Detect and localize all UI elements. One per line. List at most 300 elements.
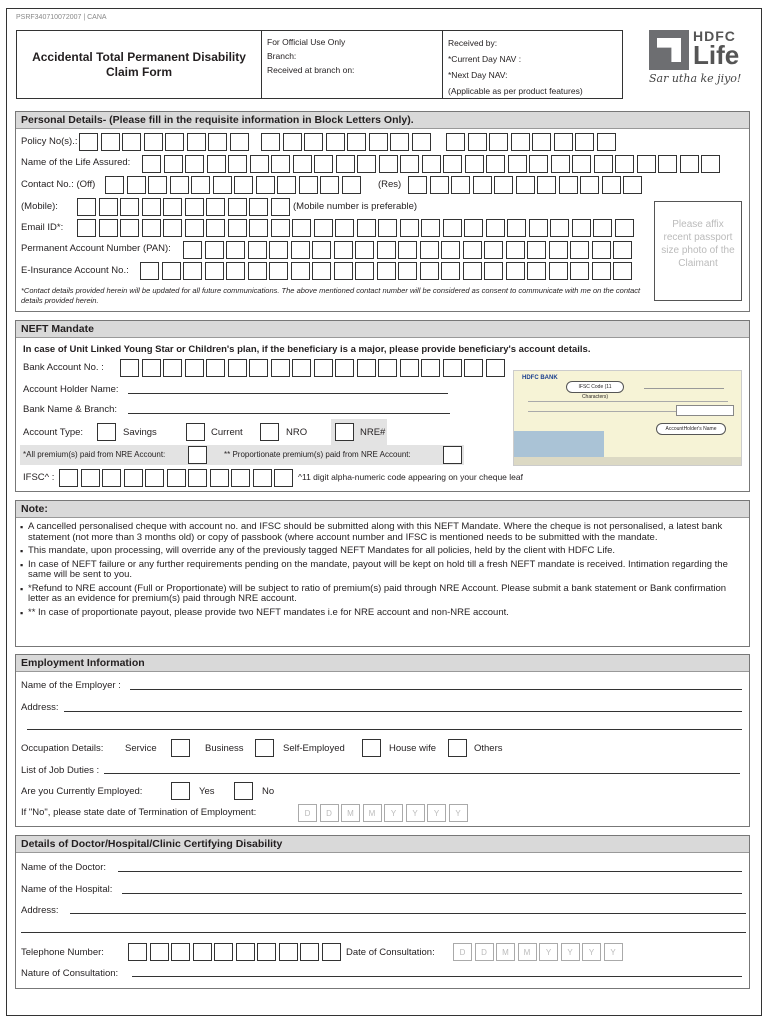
char-box[interactable] [335, 359, 354, 377]
char-box[interactable] [293, 155, 312, 173]
char-box[interactable] [443, 359, 462, 377]
char-box[interactable] [188, 469, 207, 487]
date-month-box[interactable]: M [363, 804, 382, 822]
char-box[interactable] [593, 219, 612, 237]
contact-res-input[interactable] [408, 176, 645, 194]
char-box[interactable] [248, 262, 267, 280]
neft-heading: NEFT Mandate [16, 321, 749, 338]
logo-tagline: Sar utha ke jiyo! [649, 72, 742, 85]
note-item: ▪ *Refund to NRE account (Full or Proportionate) will be subject to ratio of premium(s) paid through NRE Account. Please submit a bank statement or Bank confirmation letter as an evidence for premium(s) paid through NRE account. [28, 584, 743, 605]
bank-account-input[interactable] [120, 359, 507, 377]
char-box[interactable] [430, 176, 449, 194]
job-duties-label: List of Job Duties : [21, 765, 100, 776]
char-box[interactable] [191, 176, 210, 194]
char-box[interactable] [443, 219, 462, 237]
char-box[interactable] [420, 241, 439, 259]
service-checkbox[interactable] [171, 739, 190, 757]
char-box[interactable] [205, 262, 224, 280]
char-box[interactable] [532, 133, 551, 151]
char-box[interactable] [412, 133, 431, 151]
telephone-input[interactable] [128, 943, 343, 961]
char-box[interactable] [312, 262, 331, 280]
char-box[interactable] [261, 133, 280, 151]
char-box[interactable] [277, 176, 296, 194]
nro-label: NRO [286, 427, 308, 438]
char-box[interactable] [271, 219, 290, 237]
date-day-box[interactable]: D [298, 804, 317, 822]
char-box[interactable] [226, 262, 245, 280]
employer-input[interactable] [130, 689, 742, 690]
char-box[interactable] [527, 262, 546, 280]
char-box[interactable] [102, 469, 121, 487]
policy-input-3[interactable] [446, 133, 618, 151]
char-box[interactable] [390, 133, 409, 151]
char-box[interactable] [142, 155, 161, 173]
char-box[interactable] [334, 262, 353, 280]
char-box[interactable] [163, 219, 182, 237]
char-box[interactable] [283, 133, 302, 151]
char-box[interactable] [320, 176, 339, 194]
form-title [17, 31, 262, 98]
note-item: ▪ In case of NEFT failure or any further requirements pending on the mandate, payout will be kept on hold till a fresh NEFT mandate is received. Intimation regarding the same will be sent to you. [28, 560, 743, 581]
char-box[interactable] [529, 155, 548, 173]
date-year-box[interactable]: Y [449, 804, 468, 822]
occupation-label: Occupation Details: [21, 743, 104, 754]
char-box[interactable] [658, 155, 677, 173]
char-box[interactable] [489, 133, 508, 151]
char-box[interactable] [463, 262, 482, 280]
char-box[interactable] [214, 943, 233, 961]
char-box[interactable] [256, 176, 275, 194]
char-box[interactable] [142, 359, 161, 377]
char-box[interactable] [185, 359, 204, 377]
char-box[interactable] [357, 155, 376, 173]
doctor-address-input[interactable] [70, 913, 746, 914]
char-box[interactable] [140, 262, 159, 280]
char-box[interactable] [248, 241, 267, 259]
employment-address-label: Address: [21, 702, 59, 713]
business-checkbox[interactable] [255, 739, 274, 757]
char-box[interactable] [163, 198, 182, 216]
ifsc-input[interactable] [59, 469, 296, 487]
char-box[interactable] [446, 133, 465, 151]
char-box[interactable] [269, 241, 288, 259]
char-box[interactable] [230, 133, 249, 151]
char-box[interactable] [377, 241, 396, 259]
char-box[interactable] [443, 155, 462, 173]
char-box[interactable] [314, 155, 333, 173]
char-box[interactable] [249, 219, 268, 237]
char-box[interactable] [529, 219, 548, 237]
savings-checkbox[interactable] [97, 423, 116, 441]
char-box[interactable] [274, 469, 293, 487]
nre-label: NRE# [360, 427, 386, 438]
self-employed-checkbox[interactable] [362, 739, 381, 757]
char-box[interactable] [580, 176, 599, 194]
date-month-box[interactable]: M [496, 943, 515, 961]
mobile-input[interactable] [77, 198, 292, 216]
char-box[interactable] [249, 198, 268, 216]
char-box[interactable] [572, 219, 591, 237]
employer-label: Name of the Employer : [21, 680, 121, 691]
consultation-nature-label: Nature of Consultation: [21, 968, 119, 979]
char-box[interactable] [463, 241, 482, 259]
char-box[interactable] [291, 241, 310, 259]
char-box[interactable] [680, 155, 699, 173]
char-box[interactable] [299, 176, 318, 194]
char-box[interactable] [228, 219, 247, 237]
char-box[interactable] [226, 241, 245, 259]
date-year-box[interactable]: Y [406, 804, 425, 822]
char-box[interactable] [615, 219, 634, 237]
char-box[interactable] [128, 943, 147, 961]
char-box[interactable] [701, 155, 720, 173]
received-by-label: Received by: [448, 38, 498, 48]
char-box[interactable] [77, 198, 96, 216]
char-box[interactable] [507, 219, 526, 237]
char-box[interactable] [554, 133, 573, 151]
yes-label: Yes [199, 786, 215, 797]
char-box[interactable] [422, 155, 441, 173]
contact-off-input[interactable] [105, 176, 363, 194]
name-input[interactable] [142, 155, 723, 173]
char-box[interactable] [486, 155, 505, 173]
char-box[interactable] [613, 241, 632, 259]
char-box[interactable] [292, 359, 311, 377]
employment-section [15, 654, 750, 827]
char-box[interactable] [559, 176, 578, 194]
char-box[interactable] [355, 262, 374, 280]
date-year-box[interactable]: Y [604, 943, 623, 961]
char-box[interactable] [377, 262, 396, 280]
char-box[interactable] [441, 241, 460, 259]
termination-date-input[interactable] [298, 804, 470, 822]
neft-intro: In case of Unit Linked Young Star or Children's plan, if the beneficiary is a major, please provide beneficiary's account details. [23, 344, 591, 355]
char-box[interactable] [486, 219, 505, 237]
doctor-name-input[interactable] [118, 871, 742, 872]
consultation-date-label: Date of Consultation: [346, 947, 435, 958]
char-box[interactable] [408, 176, 427, 194]
consultation-date-input[interactable] [453, 943, 625, 961]
branch-label: Branch: [267, 51, 297, 61]
char-box[interactable] [369, 133, 388, 151]
char-box[interactable] [81, 469, 100, 487]
char-box[interactable] [185, 198, 204, 216]
termination-date-label: If "No", please state date of Termination of Employment: [21, 807, 257, 818]
sample-cheque-image [513, 370, 742, 466]
next-nav-label: *Next Day NAV: [448, 70, 508, 80]
char-box[interactable] [271, 359, 290, 377]
contact-res-label: (Res) [378, 179, 402, 190]
all-nre-checkbox[interactable] [188, 446, 207, 464]
current-checkbox[interactable] [186, 423, 205, 441]
char-box[interactable] [637, 155, 656, 173]
account-holder-input[interactable] [128, 393, 448, 394]
char-box[interactable] [314, 359, 333, 377]
char-box[interactable] [208, 133, 227, 151]
char-box[interactable] [124, 469, 143, 487]
char-box[interactable] [494, 176, 513, 194]
date-month-box[interactable]: M [341, 804, 360, 822]
char-box[interactable] [592, 262, 611, 280]
char-box[interactable] [120, 359, 139, 377]
char-box[interactable] [400, 219, 419, 237]
char-box[interactable] [193, 943, 212, 961]
consultation-nature-input[interactable] [132, 976, 742, 977]
char-box[interactable] [357, 219, 376, 237]
char-box[interactable] [250, 155, 269, 173]
cheque-date-line [644, 379, 724, 389]
char-box[interactable] [464, 359, 483, 377]
char-box[interactable] [253, 469, 272, 487]
others-label: Others [474, 743, 503, 754]
char-box[interactable] [468, 133, 487, 151]
char-box[interactable] [59, 469, 78, 487]
char-box[interactable] [183, 241, 202, 259]
char-box[interactable] [185, 219, 204, 237]
char-box[interactable] [279, 943, 298, 961]
char-box[interactable] [484, 262, 503, 280]
char-box[interactable] [400, 359, 419, 377]
einsurance-input[interactable] [140, 262, 635, 280]
bank-branch-input[interactable] [128, 413, 450, 414]
char-box[interactable] [79, 133, 98, 151]
official-use-box [262, 31, 443, 98]
char-box[interactable] [234, 176, 253, 194]
char-box[interactable] [120, 198, 139, 216]
nro-checkbox[interactable] [260, 423, 279, 441]
char-box[interactable] [527, 241, 546, 259]
char-box[interactable] [549, 262, 568, 280]
char-box[interactable] [162, 262, 181, 280]
housewife-checkbox[interactable] [448, 739, 467, 757]
char-box[interactable] [570, 241, 589, 259]
char-box[interactable] [171, 943, 190, 961]
nre-checkbox[interactable] [335, 423, 354, 441]
char-box[interactable] [322, 943, 341, 961]
name-label: Name of the Life Assured: [21, 157, 131, 168]
employment-address-input[interactable] [64, 711, 742, 712]
char-box[interactable] [77, 219, 96, 237]
char-box[interactable] [400, 155, 419, 173]
date-month-box[interactable]: M [518, 943, 537, 961]
char-box[interactable] [597, 133, 616, 151]
doctor-address-input-2[interactable] [21, 932, 746, 933]
char-box[interactable] [421, 219, 440, 237]
doctor-section [15, 835, 750, 989]
char-box[interactable] [594, 155, 613, 173]
email-input[interactable] [77, 219, 636, 237]
char-box[interactable] [511, 133, 530, 151]
pan-label: Permanent Account Number (PAN): [21, 243, 171, 254]
char-box[interactable] [551, 155, 570, 173]
char-box[interactable] [206, 359, 225, 377]
char-box[interactable] [148, 176, 167, 194]
char-box[interactable] [120, 219, 139, 237]
char-box[interactable] [312, 241, 331, 259]
char-box[interactable] [342, 176, 361, 194]
date-year-box[interactable]: Y [561, 943, 580, 961]
document-code: PSRF340710072007 | CANA [16, 14, 107, 21]
char-box[interactable] [347, 133, 366, 151]
char-box[interactable] [213, 176, 232, 194]
char-box[interactable] [206, 198, 225, 216]
char-box[interactable] [144, 133, 163, 151]
char-box[interactable] [378, 359, 397, 377]
char-box[interactable] [185, 155, 204, 173]
char-box[interactable] [421, 359, 440, 377]
employed-no-checkbox[interactable] [234, 782, 253, 800]
char-box[interactable] [142, 198, 161, 216]
char-box[interactable] [570, 262, 589, 280]
date-day-box[interactable]: D [475, 943, 494, 961]
char-box[interactable] [271, 198, 290, 216]
form-title-line1: Accidental Total Permanent Disability [32, 49, 246, 64]
employed-yes-checkbox[interactable] [171, 782, 190, 800]
char-box[interactable] [465, 155, 484, 173]
char-box[interactable] [99, 219, 118, 237]
char-box[interactable] [150, 943, 169, 961]
char-box[interactable] [187, 133, 206, 151]
contact-off-label: Contact No.: (Off) [21, 179, 96, 190]
form-header [16, 30, 623, 99]
hdfc-life-logo [649, 28, 749, 88]
char-box[interactable] [451, 176, 470, 194]
prop-nre-checkbox[interactable] [443, 446, 462, 464]
logo-brand-text: HDFC [693, 28, 736, 44]
note-list [16, 518, 749, 618]
char-box[interactable] [167, 469, 186, 487]
char-box[interactable] [335, 219, 354, 237]
char-box[interactable] [300, 943, 319, 961]
char-box[interactable] [441, 262, 460, 280]
date-day-box[interactable]: D [453, 943, 472, 961]
char-box[interactable] [142, 219, 161, 237]
char-box[interactable] [484, 241, 503, 259]
char-box[interactable] [549, 241, 568, 259]
date-year-box[interactable]: Y [539, 943, 558, 961]
char-box[interactable] [336, 155, 355, 173]
char-box[interactable] [271, 155, 290, 173]
char-box[interactable] [326, 133, 345, 151]
cheque-micr-strip [514, 457, 742, 466]
date-year-box[interactable]: Y [384, 804, 403, 822]
personal-details-heading: Personal Details- (Please fill in the requisite information in Block Letters Only). [16, 112, 749, 129]
char-box[interactable] [508, 155, 527, 173]
cheque-ifsc-callout: IFSC Code (11 Characters) [566, 381, 624, 393]
char-box[interactable] [105, 176, 124, 194]
char-box[interactable] [249, 359, 268, 377]
char-box[interactable] [537, 176, 556, 194]
form-title-line2: Claim Form [105, 64, 172, 79]
hospital-name-input[interactable] [122, 893, 742, 894]
doctor-name-label: Name of the Doctor: [21, 862, 107, 873]
char-box[interactable] [228, 198, 247, 216]
char-box[interactable] [127, 176, 146, 194]
account-type-label: Account Type: [23, 427, 84, 438]
einsurance-label: E-Insurance Account No.: [21, 265, 129, 276]
char-box[interactable] [420, 262, 439, 280]
char-box[interactable] [163, 359, 182, 377]
note-heading: Note: [16, 501, 749, 518]
char-box[interactable] [378, 219, 397, 237]
date-day-box[interactable]: D [320, 804, 339, 822]
char-box[interactable] [164, 155, 183, 173]
char-box[interactable] [269, 262, 288, 280]
char-box[interactable] [464, 219, 483, 237]
mobile-label: (Mobile): [21, 201, 58, 212]
char-box[interactable] [170, 176, 189, 194]
char-box[interactable] [304, 133, 323, 151]
employment-address-input-2[interactable] [27, 729, 742, 730]
char-box[interactable] [572, 155, 591, 173]
char-box[interactable] [291, 262, 310, 280]
char-box[interactable] [506, 241, 525, 259]
photo-placeholder[interactable]: Please affix recent passport size photo of the Claimant [654, 201, 742, 301]
char-box[interactable] [210, 469, 229, 487]
char-box[interactable] [122, 133, 141, 151]
cheque-bank-name: HDFC BANK [522, 375, 558, 381]
account-holder-label: Account Holder Name: [23, 384, 119, 395]
char-box[interactable] [398, 241, 417, 259]
char-box[interactable] [506, 262, 525, 280]
job-duties-input[interactable] [104, 773, 740, 774]
char-box[interactable] [592, 241, 611, 259]
date-year-box[interactable]: Y [582, 943, 601, 961]
logo-life-text: Life [693, 40, 740, 70]
nav-note: (Applicable as per product features) [448, 86, 583, 96]
char-box[interactable] [236, 943, 255, 961]
char-box[interactable] [602, 176, 621, 194]
char-box[interactable] [314, 219, 333, 237]
policy-input-2[interactable] [261, 133, 433, 151]
char-box[interactable] [473, 176, 492, 194]
char-box[interactable] [257, 943, 276, 961]
current-nav-label: *Current Day NAV : [448, 54, 522, 64]
char-box[interactable] [165, 133, 184, 151]
char-box[interactable] [398, 262, 417, 280]
char-box[interactable] [623, 176, 642, 194]
current-label: Current [211, 427, 243, 438]
char-box[interactable] [101, 133, 120, 151]
char-box[interactable] [292, 219, 311, 237]
char-box[interactable] [355, 241, 374, 259]
char-box[interactable] [205, 241, 224, 259]
char-box[interactable] [379, 155, 398, 173]
char-box[interactable] [357, 359, 376, 377]
char-box[interactable] [231, 469, 250, 487]
date-year-box[interactable]: Y [427, 804, 446, 822]
pan-input[interactable] [183, 241, 635, 259]
char-box[interactable] [145, 469, 164, 487]
char-box[interactable] [207, 155, 226, 173]
char-box[interactable] [334, 241, 353, 259]
char-box[interactable] [550, 219, 569, 237]
char-box[interactable] [516, 176, 535, 194]
bank-account-label: Bank Account No. : [23, 362, 104, 373]
char-box[interactable] [575, 133, 594, 151]
char-box[interactable] [228, 359, 247, 377]
policy-input[interactable] [79, 133, 251, 151]
char-box[interactable] [206, 219, 225, 237]
char-box[interactable] [183, 262, 202, 280]
char-box[interactable] [486, 359, 505, 377]
char-box[interactable] [615, 155, 634, 173]
char-box[interactable] [228, 155, 247, 173]
received-box [443, 31, 622, 98]
char-box[interactable] [99, 198, 118, 216]
char-box[interactable] [613, 262, 632, 280]
